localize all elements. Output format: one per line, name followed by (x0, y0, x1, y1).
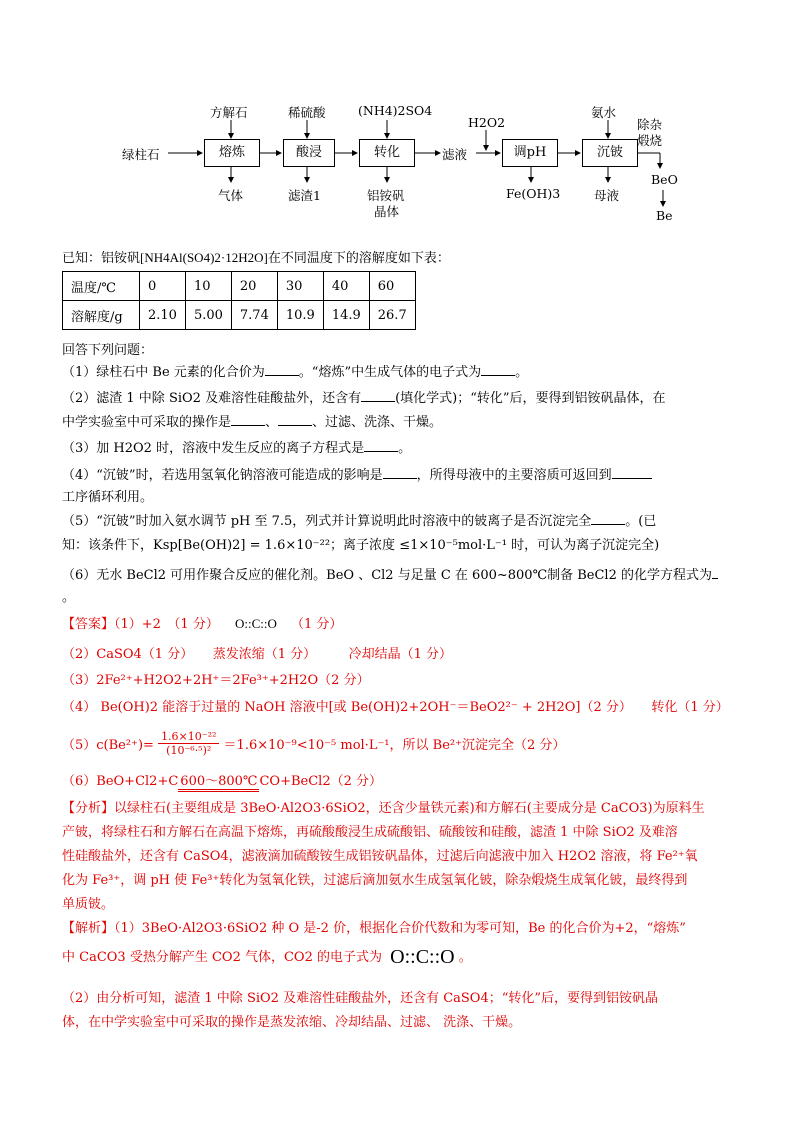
explain-line-2 (62, 946, 472, 969)
q2-text-d: 、 (265, 415, 279, 430)
known-tail: 在不同温度下的溶解度如下表： (267, 251, 450, 266)
output-alum: 铝铵矾 (367, 188, 405, 203)
q1-blank-2 (481, 363, 515, 376)
answer-1-text: 【答案】（1）+2 （1 分） (62, 617, 219, 632)
input-h2o2: H2O2 (468, 115, 506, 130)
step-acid-leach: 酸浸 (283, 139, 335, 167)
q2-blank-3 (278, 413, 312, 426)
questions-prompt: 回答下列问题： (62, 343, 154, 358)
explain-line-4: 体，在中学实验室中可采取的操作是蒸发浓缩、冷却结晶、过滤、 洗涤、干燥。 (62, 1015, 522, 1030)
table-row (63, 301, 416, 330)
answer-3: （3）2Fe²⁺+H2O2+2H⁺＝2Fe³⁺+2H2O（2 分） (62, 673, 370, 688)
q6-blank (712, 566, 718, 579)
answer-5 (62, 730, 565, 757)
output-mother-liquor: 母液 (594, 188, 620, 203)
explain-line-1: 【解析】（1）3BeO·Al2O3·6SiO2 种 O 是-2 价，根据化合价代数和为零可知，Be 的化合价为+2，“熔炼” (62, 921, 686, 936)
q2-text-c: 中学实验室中可采取的操作是 (62, 415, 232, 430)
question-6 (62, 564, 718, 583)
q2-text-b: (填化学式)；“转化”后，要得到铝铵矾晶体，在 (395, 391, 666, 406)
table-cell: 26.7 (369, 301, 415, 330)
known-intro: 已知：铝铵矾 (62, 251, 141, 266)
flow-start: 绿柱石 (122, 147, 160, 162)
q5-blank (591, 512, 625, 525)
analysis-line-2: 产铍，将绿柱石和方解石在高温下熔炼，再硫酸酸浸生成硫酸铝、硫酸铵和硅酸，滤渣 1 中除 SiO2 及难溶 (62, 825, 678, 840)
final-step-2: 煅烧 (637, 133, 663, 148)
table-cell: 20 (231, 272, 277, 301)
answer-5-pre: （5）c(Be²⁺)= (62, 738, 154, 753)
question-5-cont: 知：该条件下，Ksp[Be(OH)2] = 1.6×10⁻²²；离子浓度 ≤1×10⁻⁵mol·L⁻¹ 时，可认为离子沉淀完全) (62, 538, 660, 553)
answer-6-pre: （6）BeO+Cl2+C (62, 774, 179, 789)
table-cell: 2.10 (140, 301, 186, 330)
q1-blank-1 (265, 363, 299, 376)
table-cell: 5.00 (185, 301, 231, 330)
answer-5-post: ＝1.6×10⁻⁹<10⁻⁵ mol·L⁻¹，所以 Be²⁺沉淀完全（2 分） (223, 738, 566, 753)
q2-text-a: （2）滤渣 1 中除 SiO2 及难溶性硅酸盐外，还含有 (62, 391, 362, 406)
analysis-line-1: 【分析】以绿柱石(主要组成是 3BeO·Al2O3·6SiO2，还含少量铁元素)和方解石(主要成分是 CaCO3)为原料生 (62, 801, 705, 816)
q3-text-a: （3）加 H2O2 时，溶液中发生反应的离子方程式是 (62, 441, 365, 456)
question-2 (62, 387, 666, 406)
row-label-solubility: 溶解度/g (63, 301, 140, 330)
q4-blank-2 (612, 466, 652, 479)
q2-blank-1 (361, 389, 395, 402)
step-smelt: 熔炼 (204, 139, 260, 167)
analysis-line-4: 化为 Fe³⁺，调 pH 使 Fe³⁺转化为氢氧化铁，过滤后滴加氨水生成氢氧化铍，除杂煅烧生成氧化铍，最终得到 (62, 873, 688, 888)
table-cell: 10 (185, 272, 231, 301)
co2-electron-formula: O::C::O (390, 946, 455, 968)
flow-arrows (0, 0, 800, 240)
answer-6 (62, 770, 382, 792)
table-cell: 14.9 (323, 301, 369, 330)
input-ammonium-sulfate: (NH4)2SO4 (358, 103, 433, 118)
answer-2: （2）CaSO4（1 分） 蒸发浓缩（1 分） 冷却结晶（1 分） (62, 647, 453, 662)
solubility-table (62, 271, 416, 330)
answer-1 (62, 613, 342, 632)
step-convert: 转化 (359, 139, 415, 167)
table-cell: 60 (369, 272, 415, 301)
q5-text-a: （5）“沉铍”时加入氨水调节 pH 至 7.5，列式并计算说明此时溶液中的铍离子是否沉淀完全 (62, 514, 592, 529)
q2-blank-2 (231, 413, 265, 426)
q4-blank-1 (383, 466, 417, 479)
input-dilute-acid: 稀硫酸 (288, 105, 326, 120)
question-1 (62, 361, 528, 380)
product-beo: BeO (651, 172, 678, 187)
table-cell: 30 (277, 272, 323, 301)
q5-text-b: 。(已 (625, 514, 657, 529)
q4-text-b: ，所得母液中的主要溶质可返回到 (416, 468, 612, 483)
known-line (62, 247, 450, 266)
step-precipitate: 沉铍 (582, 139, 638, 167)
output-feoh3: Fe(OH)3 (506, 186, 561, 201)
answer-6-post: CO+BeCl2（2 分） (259, 774, 382, 789)
table-cell: 0 (140, 272, 186, 301)
question-2-cont (62, 411, 442, 430)
table-cell: 7.74 (231, 301, 277, 330)
fraction-denominator: (10⁻⁶·⁵)² (166, 744, 212, 757)
output-gas: 气体 (218, 188, 244, 203)
co2-dot-formula: O::C::O (234, 616, 277, 631)
q4-text-a: （4）“沉铍”时，若选用氢氧化钠溶液可能造成的影响是 (62, 468, 383, 483)
table-cell: 40 (323, 272, 369, 301)
question-6-end: 。 (62, 590, 76, 605)
table-cell: 10.9 (277, 301, 323, 330)
question-4 (62, 464, 652, 483)
explain-line-2-end: 。 (458, 950, 472, 965)
answer-4: （4） Be(OH)2 能溶于过量的 NaOH 溶液中[或 Be(OH)2+2OH⁻＝BeO2²⁻ + 2H2O]（2 分） 转化（1 分） (62, 700, 729, 715)
step-adjust-ph: 调pH (502, 139, 558, 167)
input-ammonia: 氨水 (591, 105, 617, 120)
fraction-numerator: 1.6×10⁻²² (158, 730, 219, 744)
row-label-temp: 温度/℃ (63, 272, 140, 301)
output-residue: 滤渣1 (288, 188, 321, 203)
final-step-1: 除杂 (637, 117, 663, 132)
explain-line-2-text: 中 CaCO3 受热分解产生 CO2 气体，CO2 的电子式为 (62, 950, 382, 965)
reaction-condition: 600～800℃ (178, 770, 259, 792)
answer-1-score: （1 分） (291, 617, 343, 632)
explain-line-3: （2）由分析可知，滤渣 1 中除 SiO2 及难溶性硅酸盐外，还含有 CaSO4；“转化”后，要得到铝铵矾晶 (62, 991, 659, 1006)
analysis-line-5: 单质铍。 (62, 897, 115, 912)
q1-text-b: 。“熔炼”中生成气体的电子式为 (298, 365, 482, 380)
filtrate-label: 滤液 (442, 147, 468, 162)
q6-text-a: （6）无水 BeCl2 可用作聚合反应的催化剂。BeO 、Cl2 与足量 C 在 600~800℃制备 BeCl2 的化学方程式为 (62, 568, 712, 583)
q2-text-e: 、过滤、洗涤、干燥。 (312, 415, 443, 430)
table-row (63, 272, 416, 301)
answer-5-fraction (158, 730, 219, 757)
question-4-cont: 工序循环利用。 (62, 490, 154, 505)
alum-formula: [NH4Al(SO4)2·12H2O] (140, 250, 268, 265)
q1-text-c: 。 (515, 365, 529, 380)
q3-blank (364, 439, 398, 452)
output-crystal: 晶体 (374, 204, 400, 219)
q3-text-b: 。 (398, 441, 412, 456)
product-be: Be (656, 208, 673, 223)
question-5 (62, 510, 656, 529)
q1-text-a: （1）绿柱石中 Be 元素的化合价为 (62, 365, 265, 380)
input-calcite: 方解石 (210, 105, 248, 120)
question-3 (62, 437, 411, 456)
analysis-line-3: 性硅酸盐外，还含有 CaSO4，滤液滴加硫酸铵生成铝铵矾晶体，过滤后向滤液中加入 H2O2 溶液，将 Fe²⁺氧 (62, 849, 698, 864)
